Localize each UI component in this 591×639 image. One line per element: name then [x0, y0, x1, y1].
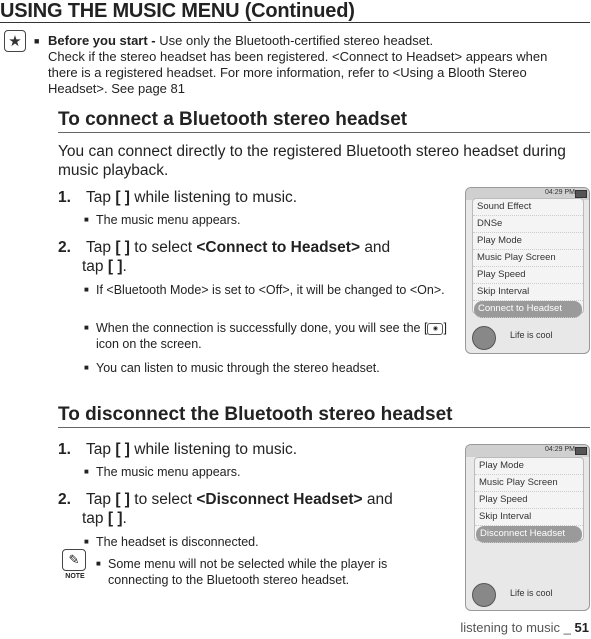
- sub-text: You can listen to music through the stereo headset.: [96, 361, 380, 375]
- device-screen-disconnect: [465, 444, 590, 611]
- bullet-icon: ■: [84, 467, 89, 476]
- disconnect-step-1-note: [84, 464, 454, 480]
- step-text: to select: [134, 491, 193, 508]
- clock: 04:29 PM: [545, 189, 575, 196]
- menu-item[interactable]: Sound Effect: [473, 199, 583, 216]
- sub-text: When the connection is successfully done, you will see the [: [96, 321, 428, 335]
- step-text: tap: [82, 258, 104, 275]
- ok-button-icon: [ ]: [107, 510, 123, 527]
- menu-icon: [ ]: [115, 441, 130, 458]
- bullet-icon: ■: [34, 36, 40, 46]
- menu-item[interactable]: Play Speed: [475, 492, 583, 509]
- step-text: tap: [82, 510, 104, 527]
- status-bar: [466, 445, 589, 457]
- bullet-icon: ■: [84, 363, 89, 372]
- step-text: .: [122, 510, 127, 527]
- up-down-arrows-icon: [ ]: [115, 239, 130, 256]
- step-text: and: [364, 239, 391, 256]
- sub-text: ] icon on the screen.: [96, 321, 447, 351]
- bullet-icon: ■: [96, 559, 101, 568]
- pencil-note-icon: ✎: [62, 549, 86, 571]
- device-screen-connect: [465, 187, 590, 354]
- connect-divider: [58, 132, 590, 133]
- step-text: while listening to music.: [134, 189, 298, 206]
- bullet-icon: ■: [84, 215, 89, 224]
- connect-intro: You can connect directly to the registered Bluetooth stereo headset during music playback.: [58, 143, 566, 179]
- menu-item[interactable]: Play Mode: [475, 458, 583, 475]
- page-footer: [460, 620, 589, 635]
- disconnect-sub-a: [84, 534, 454, 550]
- step-number: 1.: [58, 441, 71, 458]
- album-disc-icon: [472, 583, 496, 607]
- step-text: and: [366, 491, 393, 508]
- sub-text: The music menu appears.: [96, 465, 241, 479]
- bullet-icon: ■: [84, 537, 89, 546]
- step-text: Tap: [86, 491, 112, 508]
- connect-heading: To connect a Bluetooth stereo headset: [58, 109, 408, 130]
- sub-text: The music menu appears.: [96, 213, 241, 227]
- ok-button-icon: [ ]: [107, 258, 123, 275]
- connect-sub-a: [84, 282, 454, 298]
- footer-section: listening to music _: [460, 620, 571, 635]
- star-icon: ★: [4, 30, 26, 52]
- menu-item[interactable]: Skip Interval: [475, 509, 583, 526]
- before-you-start-line2: Check if the stereo headset has been registered. <Connect to Headset> appears when there is a registered headset. For more information, refer to <Using a Blooth Stereo Headset>. See page 81: [48, 49, 548, 96]
- note-badge: [60, 549, 90, 585]
- menu-target: <Disconnect Headset>: [196, 491, 363, 508]
- disconnect-note: [96, 556, 446, 588]
- menu-item[interactable]: Music Play Screen: [475, 475, 583, 492]
- disconnect-step-1: [58, 440, 297, 459]
- sub-text: If <Bluetooth Mode> is set to <Off>, it will be changed to <On>.: [96, 283, 445, 297]
- step-text: Tap: [86, 189, 112, 206]
- menu-item[interactable]: Skip Interval: [473, 284, 583, 301]
- connect-sub-c: [84, 360, 454, 376]
- bullet-icon: ■: [84, 285, 89, 294]
- menu-item-selected[interactable]: Disconnect Headset: [476, 526, 582, 543]
- page-number: 51: [574, 620, 589, 635]
- step-text: Tap: [86, 441, 112, 458]
- step-number: 2.: [58, 491, 71, 508]
- before-you-start-block: [34, 33, 579, 97]
- step-number: 2.: [58, 239, 71, 256]
- now-playing-title: Life is cool: [510, 330, 553, 340]
- music-menu: [474, 457, 584, 541]
- step-text: .: [122, 258, 127, 275]
- page-title: USING THE MUSIC MENU (Continued): [0, 0, 355, 22]
- battery-icon: [575, 447, 587, 455]
- menu-icon: [ ]: [115, 189, 130, 206]
- now-playing-title: Life is cool: [510, 588, 553, 598]
- note-label: NOTE: [65, 573, 85, 580]
- before-you-start-label: Before you start -: [48, 33, 156, 48]
- menu-item[interactable]: DNSe: [473, 216, 583, 233]
- menu-target: <Connect to Headset>: [196, 239, 360, 256]
- bluetooth-headset-icon: ◉: [427, 323, 443, 335]
- before-you-start-line1: Use only the Bluetooth-certified stereo headset.: [159, 33, 434, 48]
- battery-icon: [575, 190, 587, 198]
- title-divider: [0, 22, 590, 23]
- up-down-arrows-icon: [ ]: [115, 491, 130, 508]
- music-menu: [472, 198, 584, 314]
- disconnect-heading: To disconnect the Bluetooth stereo headset: [58, 404, 453, 425]
- menu-item[interactable]: Play Mode: [473, 233, 583, 250]
- connect-sub-b: [84, 320, 454, 352]
- note-text: Some menu will not be selected while the player is connecting to the Bluetooth stereo headset.: [108, 557, 388, 587]
- menu-item[interactable]: Music Play Screen: [473, 250, 583, 267]
- connect-step-2: [58, 238, 390, 257]
- connect-step-2-cont: [82, 257, 127, 276]
- album-disc-icon: [472, 326, 496, 350]
- step-text: Tap: [86, 239, 112, 256]
- disconnect-divider: [58, 427, 590, 428]
- bullet-icon: ■: [84, 323, 89, 332]
- clock: 04:29 PM: [545, 446, 575, 453]
- connect-step-1-note: [84, 212, 454, 228]
- sub-text: The headset is disconnected.: [96, 535, 259, 549]
- disconnect-step-2-cont: [82, 509, 127, 528]
- menu-item-selected[interactable]: Connect to Headset: [474, 301, 582, 318]
- step-text: while listening to music.: [134, 441, 298, 458]
- step-text: to select: [134, 239, 193, 256]
- disconnect-step-2: [58, 490, 393, 509]
- step-number: 1.: [58, 189, 71, 206]
- connect-step-1: [58, 188, 297, 207]
- menu-item[interactable]: Play Speed: [473, 267, 583, 284]
